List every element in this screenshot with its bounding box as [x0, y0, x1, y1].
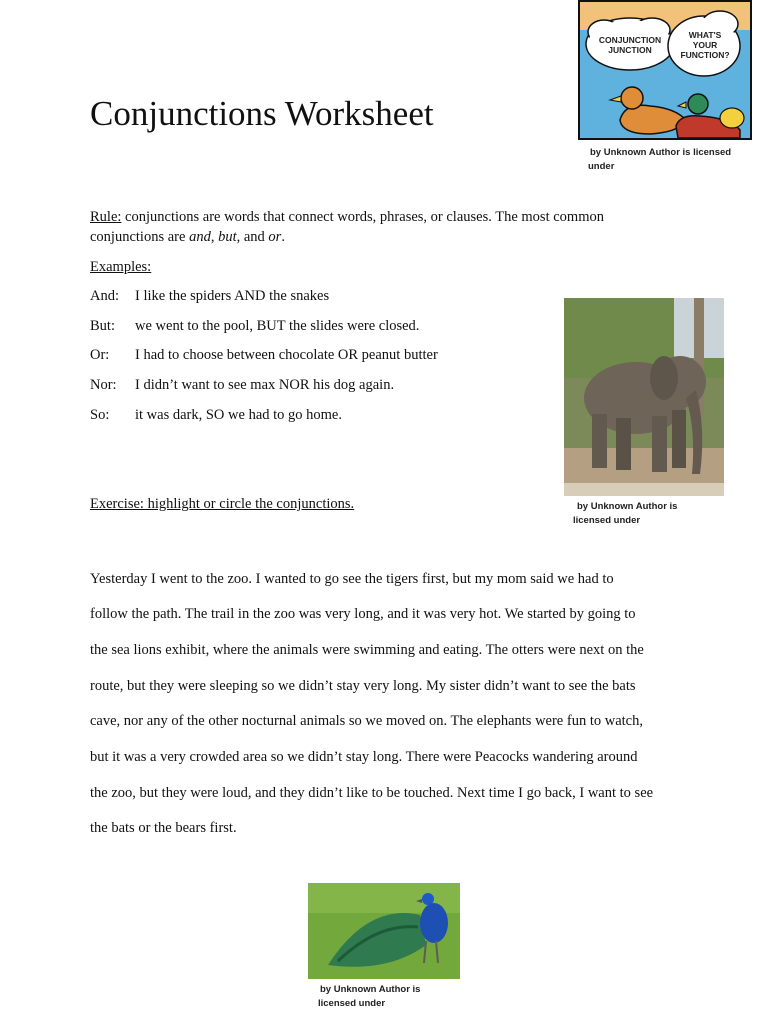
cartoon-right-bubble-text: WHAT'S YOUR FUNCTION? [680, 30, 730, 60]
cartoon-caption-line-1: by Unknown Author is licensed [590, 147, 732, 158]
rule-sep-2: , and [236, 229, 269, 245]
peacock-illustration [308, 883, 460, 979]
worksheet-title: Conjunctions Worksheet [90, 94, 434, 133]
example-row-but [90, 316, 419, 336]
paragraph-line: the zoo, but they were loud, and they didn’t like to be touched. Next time I go back, I want to see [90, 785, 654, 801]
example-row-so [90, 405, 342, 425]
example-sentence: I didn’t want to see max NOR his dog again. [135, 377, 395, 393]
rule-word-but: but [218, 229, 237, 245]
rule-line-1 [90, 207, 604, 227]
rule-text-2: conjunctions are [90, 229, 190, 245]
example-row-or [90, 345, 438, 365]
example-sentence: I like the spiders AND the snakes [135, 288, 330, 304]
rule-text-1: conjunctions are words that connect words, phrases, or clauses. The most common [121, 209, 604, 225]
exercise-label: Exercise: highlight or circle the conjunctions. [90, 496, 355, 512]
elephant-caption-line-1: by Unknown Author is [577, 501, 678, 512]
cartoon-caption-line-2: under [588, 161, 615, 172]
example-key: So: [90, 407, 110, 423]
elephant-caption-line-2: licensed under [573, 515, 641, 526]
example-row-and [90, 286, 329, 306]
example-key: And: [90, 288, 119, 304]
example-row-nor [90, 375, 394, 395]
rule-word-and: and [189, 229, 211, 245]
example-key: Or: [90, 347, 110, 363]
examples-label: Examples: [90, 259, 152, 275]
example-key: But: [90, 318, 115, 334]
example-sentence: I had to choose between chocolate OR peanut butter [135, 347, 438, 363]
cartoon-illustration [580, 2, 750, 138]
rule-line-2 [90, 227, 285, 247]
rule-end: . [281, 229, 285, 245]
paragraph-line: route, but they were sleeping so we didn’t stay very long. My sister didn’t want to see the bats [90, 678, 636, 694]
rule-label: Rule: [90, 209, 122, 225]
conjunction-junction-cartoon-image [578, 0, 752, 140]
example-sentence: it was dark, SO we had to go home. [135, 407, 342, 423]
paragraph-line: but it was a very crowded area so we didn’t stay long. There were Peacocks wandering around [90, 749, 638, 765]
paragraph-line: Yesterday I went to the zoo. I wanted to go see the tigers first, but my mom said we had to [90, 571, 614, 587]
paragraph-line: cave, nor any of the other nocturnal animals so we moved on. The elephants were fun to watch, [90, 713, 643, 729]
rule-sep-1: , [210, 229, 219, 245]
example-sentence: we went to the pool, BUT the slides were closed. [135, 318, 420, 334]
cartoon-left-bubble-text: CONJUNCTION JUNCTION [598, 35, 662, 55]
peacock-caption-line-1: by Unknown Author is [320, 984, 421, 995]
example-key: Nor: [90, 377, 117, 393]
paragraph-line: the sea lions exhibit, where the animals were swimming and eating. The otters were next on the [90, 642, 644, 658]
paragraph-line: the bats or the bears first. [90, 820, 237, 836]
peacock-caption-line-2: licensed under [318, 998, 386, 1009]
peacock-photo [308, 883, 460, 979]
elephant-photo [564, 298, 724, 496]
elephant-illustration [564, 298, 724, 496]
paragraph-line: follow the path. The trail in the zoo was very long, and it was very hot. We started by going to [90, 606, 636, 622]
rule-word-or: or [268, 229, 282, 245]
